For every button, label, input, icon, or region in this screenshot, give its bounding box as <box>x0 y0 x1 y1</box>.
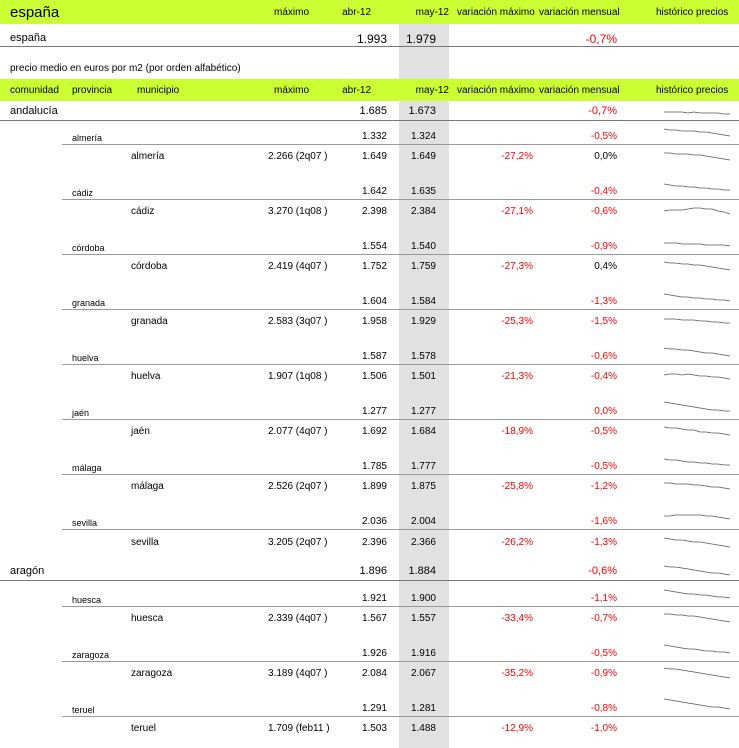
price-history-sparkline <box>664 125 730 139</box>
price-history-sparkline <box>664 369 730 383</box>
abr-cell: 1.503 <box>361 723 387 734</box>
th-abr: abr-12 <box>342 85 371 96</box>
var-max-cell: -21,3% <box>501 371 533 382</box>
var-men-cell: -1,1% <box>590 593 617 604</box>
table-row <box>0 613 739 627</box>
may-cell: 1.277 <box>410 406 436 417</box>
abr-cell: 1.685 <box>359 105 387 117</box>
var-men-cell: -1,2% <box>590 481 617 492</box>
municipio-name: sevilla <box>131 537 159 548</box>
sparkline-path <box>664 483 730 489</box>
provincia-divider <box>62 606 739 607</box>
municipio-name: teruel <box>131 723 157 734</box>
table-row <box>0 593 739 607</box>
comunidad-divider <box>0 120 739 121</box>
var-men-cell: -0,6% <box>588 565 617 577</box>
may-cell: 1.578 <box>410 351 436 362</box>
var-men-cell: -0,5% <box>590 461 617 472</box>
may-cell: 1.684 <box>410 426 436 437</box>
var-men-cell: -0,8% <box>590 703 617 714</box>
var-men-cell: -1,6% <box>590 516 617 527</box>
subtitle-row <box>0 63 739 75</box>
sparkline-path <box>664 566 730 575</box>
price-history-sparkline <box>664 204 730 218</box>
var-max-cell: -35,2% <box>501 668 533 679</box>
provincia-name: cádiz <box>72 188 94 198</box>
municipio-name: huelva <box>131 371 161 382</box>
national-row <box>0 32 739 46</box>
sparkline-path <box>664 699 730 709</box>
may-cell: 1.875 <box>410 481 436 492</box>
header-bar <box>0 0 739 24</box>
sparkline-path <box>664 294 730 301</box>
sparkline-path <box>664 129 730 136</box>
provincia-divider <box>62 419 739 420</box>
var-max-cell: -33,4% <box>501 613 533 624</box>
price-history-sparkline <box>664 455 730 469</box>
may-cell: 2.004 <box>410 516 436 527</box>
abr-cell: 1.567 <box>361 613 387 624</box>
var-men-cell: -0,6% <box>590 206 617 217</box>
national-divider <box>0 46 739 47</box>
national-var-men: -0,7% <box>585 32 617 46</box>
table-row <box>0 296 739 310</box>
may-cell: 1.900 <box>410 593 436 604</box>
var-men-cell: -1,3% <box>590 296 617 307</box>
abr-cell: 2.398 <box>361 206 387 217</box>
table-row <box>0 648 739 662</box>
national-name: españa <box>10 32 47 44</box>
header-col-var-men: variación mensual <box>539 7 620 18</box>
maximo-cell: 3.270 (1q08 ) <box>268 206 328 217</box>
maximo-cell: 2.339 (4q07 ) <box>268 613 328 624</box>
table-row <box>0 186 739 200</box>
abr-cell: 1.277 <box>361 406 387 417</box>
table-row <box>0 371 739 385</box>
var-max-cell: -26,2% <box>501 537 533 548</box>
abr-cell: 1.926 <box>361 648 387 659</box>
municipio-name: huesca <box>131 613 164 624</box>
header-col-maximo: máximo <box>274 7 310 18</box>
sparkline-path <box>664 427 730 435</box>
comunidad-name: aragón <box>10 565 45 577</box>
table-row <box>0 703 739 717</box>
abr-cell: 1.291 <box>361 703 387 714</box>
abr-cell: 1.896 <box>359 565 387 577</box>
provincia-divider <box>62 144 739 145</box>
price-history-sparkline <box>664 180 730 194</box>
table-row <box>0 131 739 145</box>
comunidad-divider <box>0 580 739 581</box>
var-men-cell: -0,5% <box>590 426 617 437</box>
abr-cell: 1.506 <box>361 371 387 382</box>
th-var-men: variación mensual <box>539 85 620 96</box>
may-cell: 2.366 <box>410 537 436 548</box>
var-max-cell: -12,9% <box>501 723 533 734</box>
abr-cell: 1.554 <box>361 241 387 252</box>
price-history-sparkline <box>664 345 730 359</box>
price-history-sparkline <box>664 563 730 577</box>
may-cell: 1.501 <box>410 371 436 382</box>
price-history-sparkline <box>664 587 730 601</box>
abr-cell: 1.899 <box>361 481 387 492</box>
provincia-divider <box>62 529 739 530</box>
may-cell: 1.281 <box>410 703 436 714</box>
provincia-name: córdoba <box>72 243 105 253</box>
sparkline-path <box>664 262 730 270</box>
may-cell: 1.929 <box>410 316 436 327</box>
abr-cell: 1.649 <box>361 151 387 162</box>
sparkline-path <box>664 153 730 160</box>
municipio-name: jaén <box>131 426 150 437</box>
maximo-cell: 2.583 (3q07 ) <box>268 316 328 327</box>
table-row <box>0 426 739 440</box>
table-row <box>0 516 739 530</box>
table-row <box>0 316 739 330</box>
price-history-sparkline <box>664 149 730 163</box>
may-cell: 1.777 <box>410 461 436 472</box>
sparkline-path <box>664 112 730 114</box>
table-row <box>0 241 739 255</box>
national-abr: 1.993 <box>356 32 387 46</box>
var-men-cell: -0,4% <box>590 371 617 382</box>
abr-cell: 1.604 <box>361 296 387 307</box>
provincia-divider <box>62 661 739 662</box>
maximo-cell: 2.419 (4q07 ) <box>268 261 328 272</box>
price-history-sparkline <box>664 611 730 625</box>
price-history-sparkline <box>664 697 730 711</box>
municipio-name: málaga <box>131 481 164 492</box>
sparkline-path <box>664 590 730 598</box>
sparkline-path <box>664 243 730 246</box>
maximo-cell: 2.266 (2q07 ) <box>268 151 328 162</box>
header-col-may: may-12 <box>415 7 449 18</box>
price-history-sparkline <box>664 259 730 273</box>
var-men-cell: -0,5% <box>590 131 617 142</box>
price-history-sparkline <box>664 314 730 328</box>
may-cell: 1.584 <box>410 296 436 307</box>
may-cell: 1.324 <box>410 131 436 142</box>
var-max-cell: -27,2% <box>501 151 533 162</box>
provincia-divider <box>62 199 739 200</box>
sparkline-path <box>664 348 730 356</box>
table-row <box>0 206 739 220</box>
maximo-cell: 1.709 (feb11 ) <box>268 723 330 734</box>
price-history-sparkline <box>664 400 730 414</box>
th-may: may-12 <box>415 85 449 96</box>
var-men-cell: -0,7% <box>590 613 617 624</box>
var-men-cell: -1,3% <box>590 537 617 548</box>
abr-cell: 1.642 <box>361 186 387 197</box>
var-max-cell: -27,3% <box>501 261 533 272</box>
sparkline-path <box>664 515 730 519</box>
table-row <box>0 537 739 551</box>
table-row <box>0 565 739 579</box>
var-men-cell: -0,9% <box>590 668 617 679</box>
th-comunidad: comunidad <box>10 85 59 96</box>
provincia-divider <box>62 716 739 717</box>
var-max-cell: -25,8% <box>501 481 533 492</box>
header-col-var-max: variación máximo <box>457 7 535 18</box>
var-men-cell: -0,7% <box>588 105 617 117</box>
th-municipio: municipio <box>137 85 180 96</box>
abr-cell: 1.332 <box>361 131 387 142</box>
abr-cell: 2.396 <box>361 537 387 548</box>
table-row <box>0 105 739 119</box>
maximo-cell: 3.189 (4q07 ) <box>268 668 328 679</box>
provincia-name: zaragoza <box>72 650 110 660</box>
maximo-cell: 2.077 (4q07 ) <box>268 426 328 437</box>
may-cell: 1.540 <box>410 241 436 252</box>
may-cell: 1.884 <box>408 565 436 577</box>
subtitle: precio medio en euros por m2 (por orden alfabético) <box>10 63 241 74</box>
var-men-cell: 0,0% <box>594 406 617 417</box>
var-max-cell: -18,9% <box>501 426 533 437</box>
price-history-sparkline <box>664 479 730 493</box>
var-men-cell: 0,4% <box>594 261 617 272</box>
table-header <box>0 79 739 101</box>
may-cell: 1.673 <box>408 105 436 117</box>
price-history-sparkline <box>664 666 730 680</box>
sparkline-path <box>664 538 730 547</box>
provincia-name: granada <box>72 298 106 308</box>
price-history-sparkline <box>664 103 730 117</box>
var-men-cell: 0,0% <box>594 151 617 162</box>
table-row <box>0 481 739 495</box>
abr-cell: 2.084 <box>361 668 387 679</box>
var-men-cell: -1,0% <box>590 723 617 734</box>
var-men-cell: -1,5% <box>590 316 617 327</box>
table-row <box>0 723 739 737</box>
var-men-cell: -0,4% <box>590 186 617 197</box>
price-history-sparkline <box>664 642 730 656</box>
may-cell: 2.384 <box>410 206 436 217</box>
may-cell: 1.759 <box>410 261 436 272</box>
sparkline-path <box>664 184 730 190</box>
var-men-cell: -0,9% <box>590 241 617 252</box>
provincia-name: jaén <box>72 408 90 418</box>
abr-cell: 1.921 <box>361 593 387 604</box>
sparkline-path <box>664 319 730 323</box>
may-cell: 1.916 <box>410 648 436 659</box>
may-cell: 1.649 <box>410 151 436 162</box>
may-cell: 1.557 <box>410 613 436 624</box>
provincia-name: huelva <box>72 353 99 363</box>
provincia-name: teruel <box>72 705 95 715</box>
may-cell: 2.067 <box>410 668 436 679</box>
price-history-sparkline <box>664 510 730 524</box>
maximo-cell: 3.205 (2q07 ) <box>268 537 328 548</box>
sparkline-path <box>664 374 730 379</box>
municipio-name: zaragoza <box>131 668 173 679</box>
table-row <box>0 461 739 475</box>
sparkline-path <box>664 459 730 465</box>
table-row <box>0 151 739 165</box>
th-maximo: máximo <box>274 85 310 96</box>
may-cell: 1.488 <box>410 723 436 734</box>
th-provincia: provincia <box>72 85 113 96</box>
abr-cell: 1.587 <box>361 351 387 362</box>
national-may: 1.979 <box>405 32 436 46</box>
may-cell: 1.635 <box>410 186 436 197</box>
var-men-cell: -0,6% <box>590 351 617 362</box>
page-title: españa <box>10 4 60 21</box>
header-col-abr: abr-12 <box>342 7 371 18</box>
municipio-name: granada <box>131 316 168 327</box>
th-hist: histórico precios <box>656 85 729 96</box>
table-row <box>0 406 739 420</box>
var-max-cell: -25,3% <box>501 316 533 327</box>
provincia-divider <box>62 309 739 310</box>
abr-cell: 1.752 <box>361 261 387 272</box>
provincia-divider <box>62 474 739 475</box>
sparkline-path <box>664 614 730 622</box>
abr-cell: 1.692 <box>361 426 387 437</box>
abr-cell: 2.036 <box>361 516 387 527</box>
municipio-name: almería <box>131 151 165 162</box>
provincia-name: huesca <box>72 595 102 605</box>
price-history-sparkline <box>664 424 730 438</box>
price-history-sparkline <box>664 290 730 304</box>
table-row <box>0 668 739 682</box>
comunidad-name: andalucía <box>10 105 58 117</box>
th-var-max: variación máximo <box>457 85 535 96</box>
table-row <box>0 351 739 365</box>
sparkline-path <box>664 208 730 214</box>
municipio-name: córdoba <box>131 261 168 272</box>
price-history-sparkline <box>664 235 730 249</box>
table-row <box>0 261 739 275</box>
municipio-name: cádiz <box>131 206 155 217</box>
var-men-cell: -0,5% <box>590 648 617 659</box>
maximo-cell: 1.907 (1q08 ) <box>268 371 328 382</box>
price-history-sparkline <box>664 535 730 549</box>
var-max-cell: -27,1% <box>501 206 533 217</box>
abr-cell: 1.785 <box>361 461 387 472</box>
sparkline-path <box>664 645 730 653</box>
abr-cell: 1.958 <box>361 316 387 327</box>
provincia-divider <box>62 364 739 365</box>
provincia-divider <box>62 254 739 255</box>
provincia-name: sevilla <box>72 518 98 528</box>
provincia-name: málaga <box>72 463 102 473</box>
provincia-name: almería <box>72 133 103 143</box>
maximo-cell: 2.526 (2q07 ) <box>268 481 328 492</box>
sparkline-path <box>664 402 730 411</box>
sparkline-path <box>664 668 730 678</box>
header-col-hist: histórico precios <box>656 7 729 18</box>
